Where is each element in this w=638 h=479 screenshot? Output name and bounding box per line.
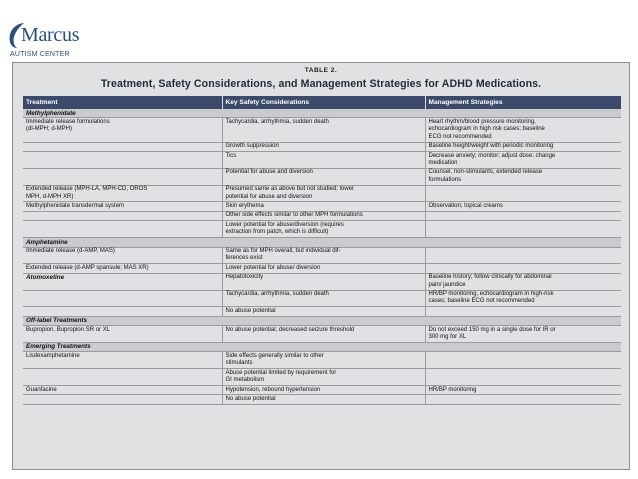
safety-cell: No abuse potential; decreased seizure threshold xyxy=(222,326,425,343)
treatment-cell: Extended release (d-AMP spansule; MAS XR) xyxy=(23,264,222,273)
management-cell xyxy=(425,352,621,369)
table-row xyxy=(23,395,621,404)
management-cell xyxy=(425,307,621,316)
section-row xyxy=(23,342,621,351)
safety-cell: No abuse potential xyxy=(222,395,425,404)
management-cell xyxy=(425,211,621,220)
section-row xyxy=(23,109,621,118)
safety-cell: Potential for abuse and diversion xyxy=(222,168,425,185)
table-row xyxy=(23,168,621,185)
treatment-cell xyxy=(23,369,222,386)
table-row xyxy=(23,352,621,369)
table-row xyxy=(23,221,621,238)
safety-cell: Abuse potential limited by requirement for GI metabolism xyxy=(222,369,425,386)
safety-cell: Side effects generally similar to other stimulants xyxy=(222,352,425,369)
management-cell: Baseline history; follow clinically for abdominal pain/ jaundice xyxy=(425,273,621,290)
management-cell: Decrease anxiety; monitor; adjust dose; change medication xyxy=(425,152,621,169)
table-row xyxy=(23,202,621,211)
medication-table-wrapper xyxy=(23,96,621,405)
table-body xyxy=(23,109,621,404)
table-row xyxy=(23,211,621,220)
treatment-cell xyxy=(23,290,222,307)
management-cell xyxy=(425,185,621,202)
section-heading: Amphetamine xyxy=(23,238,621,247)
logo-name: Marcus xyxy=(21,24,80,46)
safety-cell: Tics xyxy=(222,152,425,169)
safety-cell: Other side effects similar to other MPH formulations xyxy=(222,211,425,220)
safety-cell: No abuse potential xyxy=(222,307,425,316)
treatment-cell xyxy=(23,168,222,185)
table-number-label: TABLE 2. xyxy=(304,67,338,74)
medication-table xyxy=(23,96,621,405)
safety-cell: Same as for MPH overall, but individual dif- ferences exist xyxy=(222,247,425,264)
table-row xyxy=(23,247,621,264)
table-row xyxy=(23,273,621,290)
marcus-logo xyxy=(4,18,94,62)
safety-cell: Lower potential for abuse/ diversion xyxy=(222,264,425,273)
table-row xyxy=(23,185,621,202)
section-row xyxy=(23,316,621,325)
treatment-cell xyxy=(23,307,222,316)
safety-cell: Growth suppression xyxy=(222,142,425,151)
safety-cell: Skin erythema xyxy=(222,202,425,211)
management-cell: HR/BP monitoring xyxy=(425,386,621,395)
section-heading: Emerging Treatments xyxy=(23,342,621,351)
header-safety: Key Safety Considerations xyxy=(222,96,425,109)
table-row xyxy=(23,152,621,169)
treatment-cell: Atomoxetine xyxy=(23,273,222,290)
slide-table-panel xyxy=(12,62,630,470)
table-title: Treatment, Safety Considerations, and Management Strategies for ADHD Medications. xyxy=(100,78,542,90)
table-row xyxy=(23,307,621,316)
safety-cell: Lower potential for abuse/diversion (requires extraction from patch, which is difficult) xyxy=(222,221,425,238)
table-row xyxy=(23,369,621,386)
treatment-cell xyxy=(23,142,222,151)
table-header-row xyxy=(23,96,621,109)
management-cell: Heart rhythm/blood pressure monitoring, echocardiogram in high risk cases; baseline ECG not recommended xyxy=(425,118,621,142)
management-cell: Observation; topical creams xyxy=(425,202,621,211)
treatment-cell: Extended release (MPH-LA, MPH-CD, OROS MPH, d-MPH XR) xyxy=(23,185,222,202)
logo-subtitle: AUTISM CENTER xyxy=(10,51,70,58)
section-heading: Off-label Treatments xyxy=(23,316,621,325)
treatment-cell xyxy=(23,211,222,220)
treatment-cell xyxy=(23,395,222,404)
treatment-cell: Bupropion, Bupropion SR or XL xyxy=(23,326,222,343)
treatment-cell: Guanfacine xyxy=(23,386,222,395)
treatment-cell xyxy=(23,221,222,238)
treatment-cell xyxy=(23,152,222,169)
treatment-cell: Immediate release formulations (dl-MPH; d-MPH) xyxy=(23,118,222,142)
section-heading: Methylphenidate xyxy=(23,109,621,118)
management-cell: HR/BP monitoring, echocardiogram in high-risk cases; baseline ECG not recommended xyxy=(425,290,621,307)
management-cell: Counsel, non-stimulants, extended release formulations xyxy=(425,168,621,185)
safety-cell: Presumed same as above but not studied; lower potential for abuse and diversion xyxy=(222,185,425,202)
management-cell: Baseline height/weight with periodic monitoring xyxy=(425,142,621,151)
safety-cell: Tachycardia, arrhythmia, sudden death xyxy=(222,118,425,142)
management-cell xyxy=(425,221,621,238)
treatment-cell: Methylphenidate transdermal system xyxy=(23,202,222,211)
table-row xyxy=(23,118,621,142)
management-cell xyxy=(425,369,621,386)
safety-cell: Hypotension, rebound hypertension xyxy=(222,386,425,395)
section-row xyxy=(23,238,621,247)
table-row xyxy=(23,264,621,273)
table-row xyxy=(23,142,621,151)
safety-cell: Hepatotoxicity xyxy=(222,273,425,290)
header-management: Management Strategies xyxy=(425,96,621,109)
management-cell xyxy=(425,247,621,264)
table-row xyxy=(23,386,621,395)
management-cell: Do not exceed 150 mg in a single dose for IR or 300 mg for XL xyxy=(425,326,621,343)
management-cell xyxy=(425,264,621,273)
management-cell xyxy=(425,395,621,404)
safety-cell: Tachycardia, arrhythmia, sudden death xyxy=(222,290,425,307)
table-row xyxy=(23,326,621,343)
treatment-cell: Immediate release (d-AMP, MAS) xyxy=(23,247,222,264)
treatment-cell: Lisdexamphetamine xyxy=(23,352,222,369)
header-treatment: Treatment xyxy=(23,96,222,109)
table-row xyxy=(23,290,621,307)
